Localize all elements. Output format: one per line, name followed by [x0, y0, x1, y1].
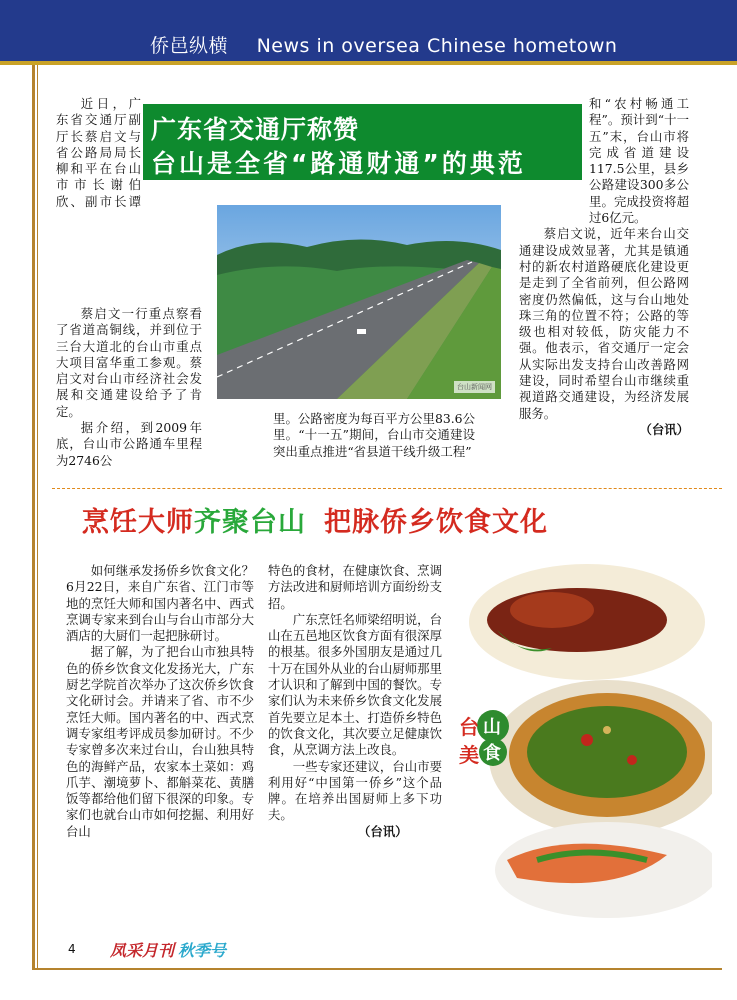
article1-col-left-mid	[56, 210, 202, 304]
article1-col-left-lower	[56, 306, 202, 469]
badge-shape	[455, 708, 511, 768]
article1-headline	[143, 104, 582, 180]
article2-paragraph: 特色的食材，在健康饮食、烹调方法改进和厨师培训方面纷纷支招。	[268, 563, 442, 611]
article2-headline-part1: 烹饪大师	[82, 507, 194, 538]
article2-paragraph: 据了解，为了把台山市独具特色的侨乡饮食文化发扬光大，广东厨艺学院首次举办了这次侨乡饮食文化研讨会。并请来了省、市不少烹饪大师。国内著名的中、西式烹调专家组考评成员参加研讨。不少专家曾多次来过台山，台山独具特色的海鲜产品，农家本土菜如：鸡爪芋、潮境萝卜、都斛菜花、黄膳饭等都给他们留下很深的印象。专家们也就台山市如何挖掘、利用好台山	[66, 644, 254, 839]
magazine-issue: 秋季号	[178, 941, 227, 960]
article1-paragraph: 蔡启文说，近年来台山交通建设成效显著，尤其是镇通村的新农村道路硬底化建设更是走到了全省前列，但公路网密度仍然偏低，这与台山地处珠三角的位置不符；公路的等级也相对较低，防灾能力不强。他表示，省交通厅一定会从实际出发支持台山改善路网建设，同时希望台山市继续重视道路交通建设，为经济发展服务。	[519, 226, 689, 421]
badge-char-3: 美	[459, 743, 479, 767]
article1-paragraph: 和“农村畅通工程”。预计到“十一五”末，台山市将完成省道建设117.5公里，县乡公路建设300多公里。完成投资将超过6亿元。	[589, 96, 689, 226]
taishan-food-badge	[455, 708, 511, 768]
header-title	[150, 31, 617, 58]
magazine-name: 凤采月刊	[110, 941, 175, 960]
article1-headline-line2: 台山是全省“路通财通”的典范	[151, 149, 526, 178]
badge-char-4: 食	[483, 743, 501, 764]
article2-paragraph: 广东烹饪名师梁绍明说，台山在五邑地区饮食方面有很深厚的根基。很多外国朋友是通过几十万在国外从业的台山厨师那里才认识和了解到中国的餐饮。专家们认为未来侨乡饮食文化发展首先要立足本土、打造侨乡特色的饮食文化，其次要立足健康饮食，从烹调方法上改良。	[268, 611, 442, 758]
frame-line	[32, 65, 35, 970]
page-header	[0, 0, 737, 65]
page-number: 4	[68, 942, 76, 956]
article2-headline-part3: 把脉侨乡饮食文化	[324, 507, 548, 538]
article2-paragraph: 一些专家还建议，台山市要利用好“中国第一侨乡”这个品牌。在培养出国厨师上多下功夫。	[268, 758, 442, 823]
article2-credit: （台讯）	[358, 823, 408, 839]
article1-paragraph: 据介绍，到2009年底，台山市公路通车里程为2746公	[56, 420, 202, 468]
article1-col-right	[519, 96, 689, 438]
float-spacer	[519, 96, 589, 211]
magazine-footer	[110, 938, 226, 961]
article2-col-right	[268, 563, 442, 840]
badge-char-1: 台	[459, 715, 479, 739]
highway-photo-image	[217, 205, 501, 399]
frame-bottom-line	[32, 968, 722, 970]
article1-paragraph: 近日，广东省交通厅副厅长蔡启文与省公路局局长柳和平在台山市市长谢伯欣、副市长谭	[56, 96, 141, 209]
article1-paragraph: 里。公路密度为每百平方公里83.6公里。“十一五”期间，台山市交通建设突出重点推进“省县道干线升级工程”	[273, 411, 475, 459]
article2-headline-part2: 齐聚台山	[194, 507, 306, 538]
section-divider	[52, 488, 722, 489]
article1-credit: （台讯）	[639, 421, 689, 437]
header-title-cn: 侨邑纵横	[150, 35, 229, 57]
header-title-en: News in oversea Chinese hometown	[256, 35, 618, 57]
photo-credit: 台山新闻网	[454, 381, 495, 393]
badge-char-2: 山	[483, 717, 501, 738]
article1-paragraph: 蔡启文一行重点察看了省道高铜线，并到位于三台大道北的台山市重点大项目富华重工参观。蔡启文对台山市经济社会发展和交通建设给予了肯定。	[56, 306, 202, 419]
frame-line-inner	[37, 65, 38, 970]
article2-paragraph: 如何继承发扬侨乡饮食文化？6月22日，来自广东省、江门市等地的烹饪大师和国内著名中、西式烹调专家来到台山与台山市部分大酒店的大厨们一起把脉研讨。	[66, 563, 254, 644]
article1-col-mid	[273, 411, 475, 460]
article2-headline	[82, 500, 548, 539]
article2-col-left	[66, 563, 254, 840]
highway-photo	[217, 205, 501, 399]
article1-headline-line1: 广东省交通厅称赞	[151, 115, 360, 144]
